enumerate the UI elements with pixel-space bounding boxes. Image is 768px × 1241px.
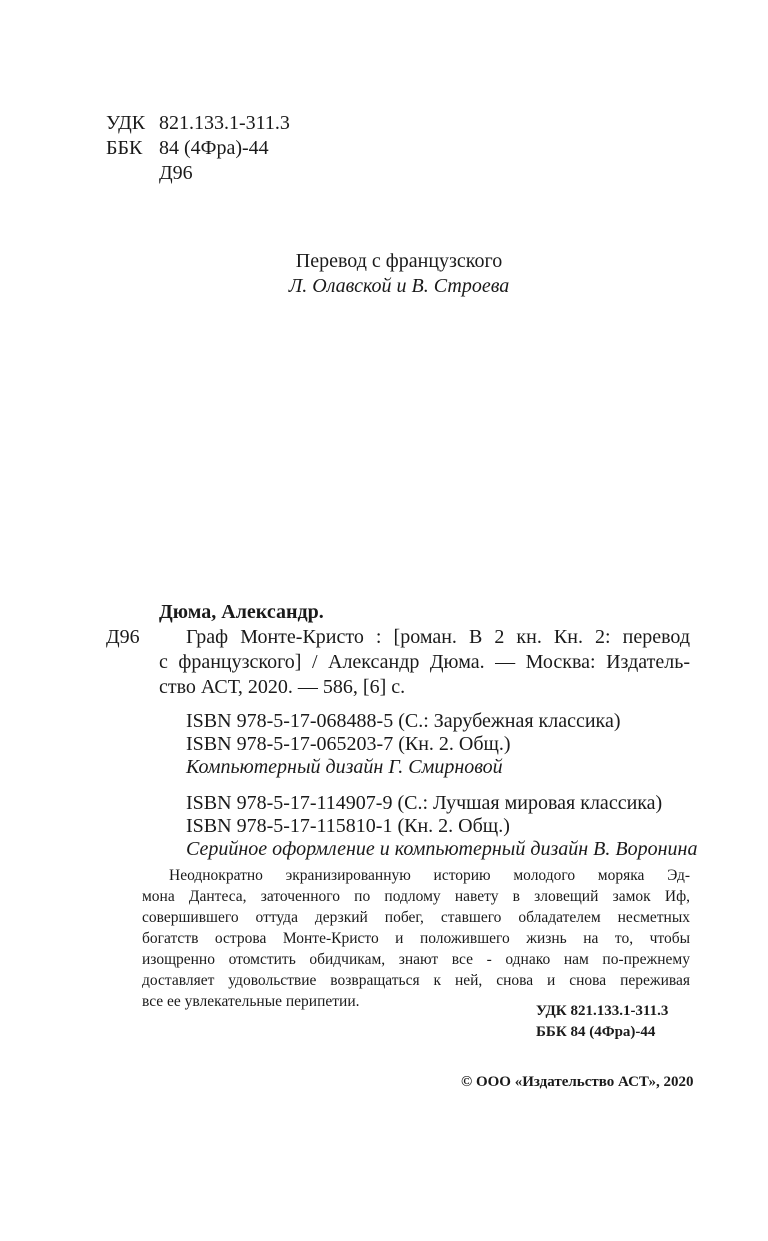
bibliographic-record [106, 600, 690, 700]
bottom-classification-codes [536, 1003, 668, 1045]
annotation-line: все ее увлекательные перипетии. [142, 993, 360, 1010]
isbn-series: ISBN 978-5-17-068488-5 (С.: Зарубежная классика) [186, 710, 621, 732]
author-sign: Д96 [159, 162, 193, 184]
bottom-bbk: ББК 84 (4Фра)-44 [536, 1024, 656, 1040]
record-author-sign: Д96 [106, 626, 140, 648]
classification-codes [106, 111, 290, 186]
record-entry [106, 625, 690, 700]
isbn-series: ISBN 978-5-17-114907-9 (С.: Лучшая мировая классика) [186, 792, 663, 814]
translators: Л. Олавской и В. Строева [288, 275, 510, 297]
annotation-line: Неоднократно экранизированную историю молодого моряка Эд- [169, 867, 690, 884]
copyright-notice: © ООО «Издательство АСТ», 2020 [461, 1074, 694, 1090]
bbk-label: ББК [106, 137, 143, 159]
annotation [142, 865, 690, 1012]
author-sign-row [106, 161, 290, 186]
design-credit: Компьютерный дизайн Г. Смирновой [186, 756, 503, 778]
bottom-udk: УДК 821.133.1-311.3 [536, 1003, 669, 1019]
annotation-line: богатств острова Монте-Кристо и положившего жизнь на то, чтобы [142, 930, 690, 947]
bbk-row [106, 136, 290, 161]
translation-line: Перевод с французского [295, 250, 503, 272]
udk-value: 821.133.1-311.3 [159, 112, 290, 134]
annotation-line: совершившего оттуда дерзкий побег, ставшего обладателем несметных [142, 909, 690, 926]
isbn-book: ISBN 978-5-17-115810-1 (Кн. 2. Общ.) [186, 815, 510, 837]
description-line: Граф Монте-Кристо : [роман. В 2 кн. Кн. 2: перевод [186, 626, 690, 648]
description-line: ство АСТ, 2020. — 586, [6] с. [159, 676, 406, 698]
translation-credit [0, 249, 768, 299]
isbn-group-1 [186, 709, 621, 778]
bbk-value: 84 (4Фра)-44 [159, 137, 269, 159]
annotation-line: изощренно отомстить обидчикам, знают все - однако нам по-прежнему [142, 951, 690, 968]
udk-label: УДК [106, 112, 146, 134]
design-credit: Серийное оформление и компьютерный дизайн В. Воронина [186, 838, 698, 860]
description-line: с французского] / Александр Дюма. — Москва: Издатель- [159, 651, 690, 673]
author-heading: Дюма, Александр. [159, 601, 324, 623]
annotation-line: мона Дантеса, заточенного по подлому навету в зловещий замок Иф, [142, 888, 690, 905]
isbn-book: ISBN 978-5-17-065203-7 (Кн. 2. Общ.) [186, 733, 511, 755]
record-description [159, 625, 690, 700]
annotation-line: доставляет удовольствие возвращаться к ней, снова и снова переживая [142, 972, 690, 989]
udk-row [106, 111, 290, 136]
isbn-group-2 [186, 791, 697, 860]
